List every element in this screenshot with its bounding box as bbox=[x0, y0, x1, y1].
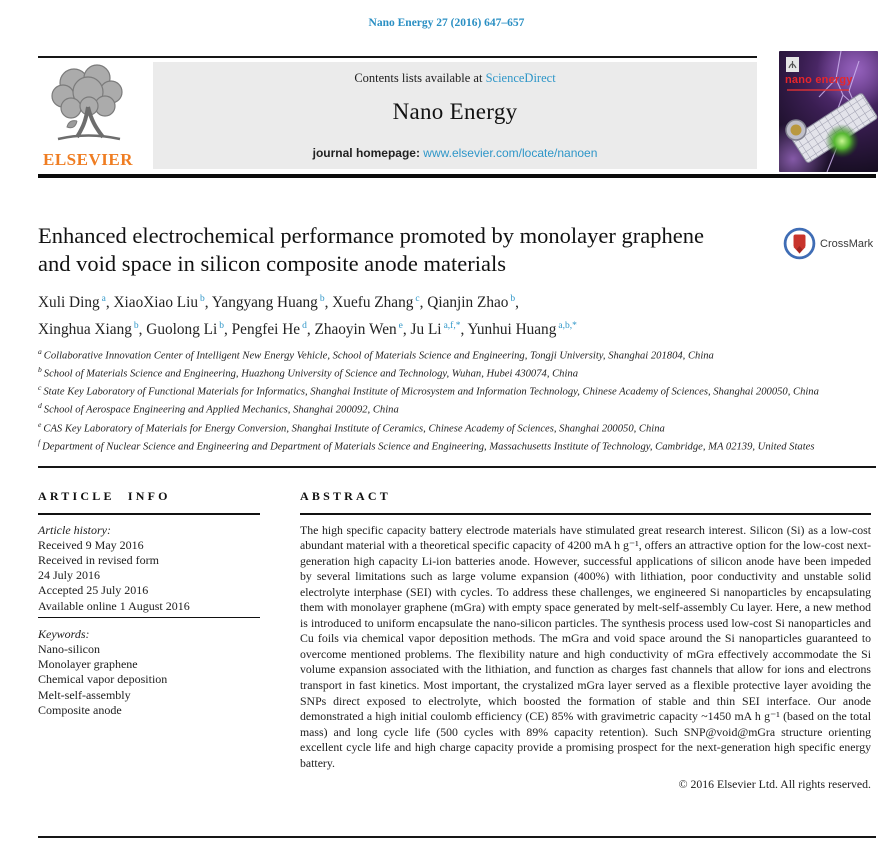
author-line bbox=[38, 288, 577, 315]
contents-line bbox=[153, 62, 757, 86]
article-info-column bbox=[38, 489, 260, 718]
crossmark-label: CrossMark bbox=[820, 237, 874, 250]
history-line: Accepted 25 July 2016 bbox=[38, 583, 149, 598]
page-bottom-rule bbox=[38, 836, 876, 838]
author: Ju Li $^{a,f,*}$ , bbox=[411, 321, 468, 338]
author: Pengfei He $^d$ , bbox=[232, 321, 315, 338]
keywords-label: Keywords: bbox=[38, 627, 90, 642]
elsevier-logo bbox=[38, 61, 138, 173]
cover-subtitle-bar bbox=[787, 89, 849, 91]
roll-core-icon bbox=[791, 125, 802, 136]
affiliation: $^a$ Collaborative Innovation Center of Intelligent New Energy Vehicle, School of Materials Science and Engineering, Tongji University, Shanghai 201804, China bbox=[38, 347, 714, 362]
affiliation: $^d$ School of Aerospace Engineering and Applied Mechanics, Shanghai 200092, China bbox=[38, 401, 399, 416]
copyright-line: © 2016 Elsevier Ltd. All rights reserved. bbox=[678, 777, 871, 792]
elsevier-wordmark: ELSEVIER bbox=[43, 150, 133, 169]
crossmark-icon bbox=[783, 227, 816, 260]
history-line: Received in revised form bbox=[38, 553, 159, 568]
affiliation: $^f$ Department of Nuclear Science and Engineering and Department of Materials Science and Engineering, Massachusetts Institute of Technology, Cambridge, MA 02139, United States bbox=[38, 437, 815, 453]
journal-name: Nano Energy bbox=[392, 99, 518, 124]
author-line bbox=[38, 315, 577, 342]
article-info-heading-rule bbox=[38, 513, 260, 515]
cover-title: nano energy bbox=[785, 74, 853, 86]
author: Xinghua Xiang $^b$ , bbox=[38, 321, 146, 338]
keyword: Composite anode bbox=[38, 702, 122, 717]
affiliation-list bbox=[38, 345, 872, 454]
article-history-label: Article history: bbox=[38, 523, 111, 538]
abstract-text: The high specific capacity battery electrode materials have stimulated great research interest. Silicon (Si) as a low-cost abundant material with a theoretical specific capacity of 4200 mA h g⁻¹, offers an attractive option for the low-cost next-generation high capacity Li-ion batteries anode. However, successful applications of silicon anode have been impeded by several limitations such as large volume expansion (400%) with lithiation, poor conductivity and unstable solid electrolyte interphase (SEI) with cycles. To address these challenges, we engineered Si nanoparticles by encapsulating them with monolayer graphene (mGra) with empty space generated by melt-self-assembly Cu layer. Here, a new method is introduced to uniform encapsulate the nano-silicon particles. The synthesis process used low-cost Si nanoparticles and Cu foils via chemical vapor deposition methods. The mGra and void space around the Si nanoparticles guaranteed to overcome mentioned problems. The flexibility nature and high conductivity of mGra effectively accommodate the Si volume expansion associated with the lithiation, and function as charges fast channels that allow for ions and electrons transport in fast kinetics. Most important, the crystalized mGra layer served as a flexible protective layer avoiding the SNPs direct exposed to electrolyte, which boosted the formation of stable and thin SEI interface. Our anode demonstrated a high initial coulomb efficiency (CE) 85% with gravimetric capacity ~1450 mA h g⁻¹ (based on the total mass) and long cycle life (500 cycles with 89% capacity retention). Such SNP@void@mGra structure orienting excellent cycle life and high charge capacity provide a promising prospect for the next-generation high specific energy battery. bbox=[300, 522, 871, 770]
affiliation: $^b$ School of Materials Science and Engineering, Huazhong University of Science and Technology, Wuhan, Hubei 430074, China bbox=[38, 365, 579, 380]
green-particle-icon bbox=[825, 124, 859, 158]
homepage-url-link[interactable]: www.elsevier.com/locate/nanoen bbox=[423, 146, 598, 160]
sciencedirect-link[interactable]: ScienceDirect bbox=[485, 71, 556, 85]
journal-citation: Nano Energy 27 (2016) 647–657 bbox=[368, 17, 525, 29]
keyword: Melt-self-assembly bbox=[38, 687, 131, 702]
author: XiaoXiao Liu $^b$ , bbox=[114, 294, 212, 311]
history-line: Available online 1 August 2016 bbox=[38, 598, 190, 613]
header-bottom-rule bbox=[38, 174, 876, 178]
author: Qianjin Zhao $^b$ , bbox=[427, 294, 519, 311]
contents-prefix: Contents lists available at bbox=[354, 71, 483, 85]
history-line: 24 July 2016 bbox=[38, 568, 101, 583]
author: Yunhui Huang $^{a,b,*}$ bbox=[467, 320, 577, 338]
history-line: Received 9 May 2016 bbox=[38, 538, 144, 553]
homepage-label: journal homepage: bbox=[312, 146, 420, 160]
abstract-heading-rule bbox=[300, 513, 871, 515]
keyword: Nano-silicon bbox=[38, 642, 100, 657]
crossmark-badge[interactable] bbox=[783, 227, 873, 260]
history-divider-rule bbox=[38, 617, 260, 619]
elsevier-tree-icon bbox=[44, 61, 132, 149]
article-title: Enhanced electrochemical performance promoted by monolayer graphene and void space in silicon composite anode materials bbox=[38, 223, 704, 276]
author: Guolong Li $^b$ , bbox=[146, 321, 231, 338]
section-divider-rule bbox=[38, 466, 876, 468]
abstract-heading: ABSTRACT bbox=[300, 489, 391, 503]
journal-cover-thumbnail bbox=[779, 51, 878, 172]
author-list bbox=[38, 288, 577, 341]
author: Xuefu Zhang $^c$ , bbox=[332, 294, 427, 311]
journal-header-box bbox=[153, 62, 757, 169]
header-top-rule bbox=[38, 56, 757, 58]
abstract-column bbox=[300, 489, 871, 792]
author: Xuli Ding $^a$ , bbox=[38, 294, 114, 311]
homepage-line bbox=[153, 146, 757, 160]
author: Zhaoyin Wen $^e$ , bbox=[314, 321, 410, 338]
affiliation: $^e$ CAS Key Laboratory of Materials for Energy Conversion, Shanghai Institute of Ceramics, Chinese Academy of Sciences, Shanghai 200050, China bbox=[38, 419, 665, 435]
article-info-heading: ARTICLE INFO bbox=[38, 489, 171, 503]
keyword: Chemical vapor deposition bbox=[38, 672, 168, 687]
affiliation: $^c$ State Key Laboratory of Functional Materials for Informatics, Shanghai Institute of Microsystem and Information Technology, Chinese Academy of Sciences, Shanghai 200050, China bbox=[38, 383, 819, 398]
author: Yangyang Huang $^b$ , bbox=[212, 294, 332, 311]
keyword: Monolayer graphene bbox=[38, 657, 138, 672]
